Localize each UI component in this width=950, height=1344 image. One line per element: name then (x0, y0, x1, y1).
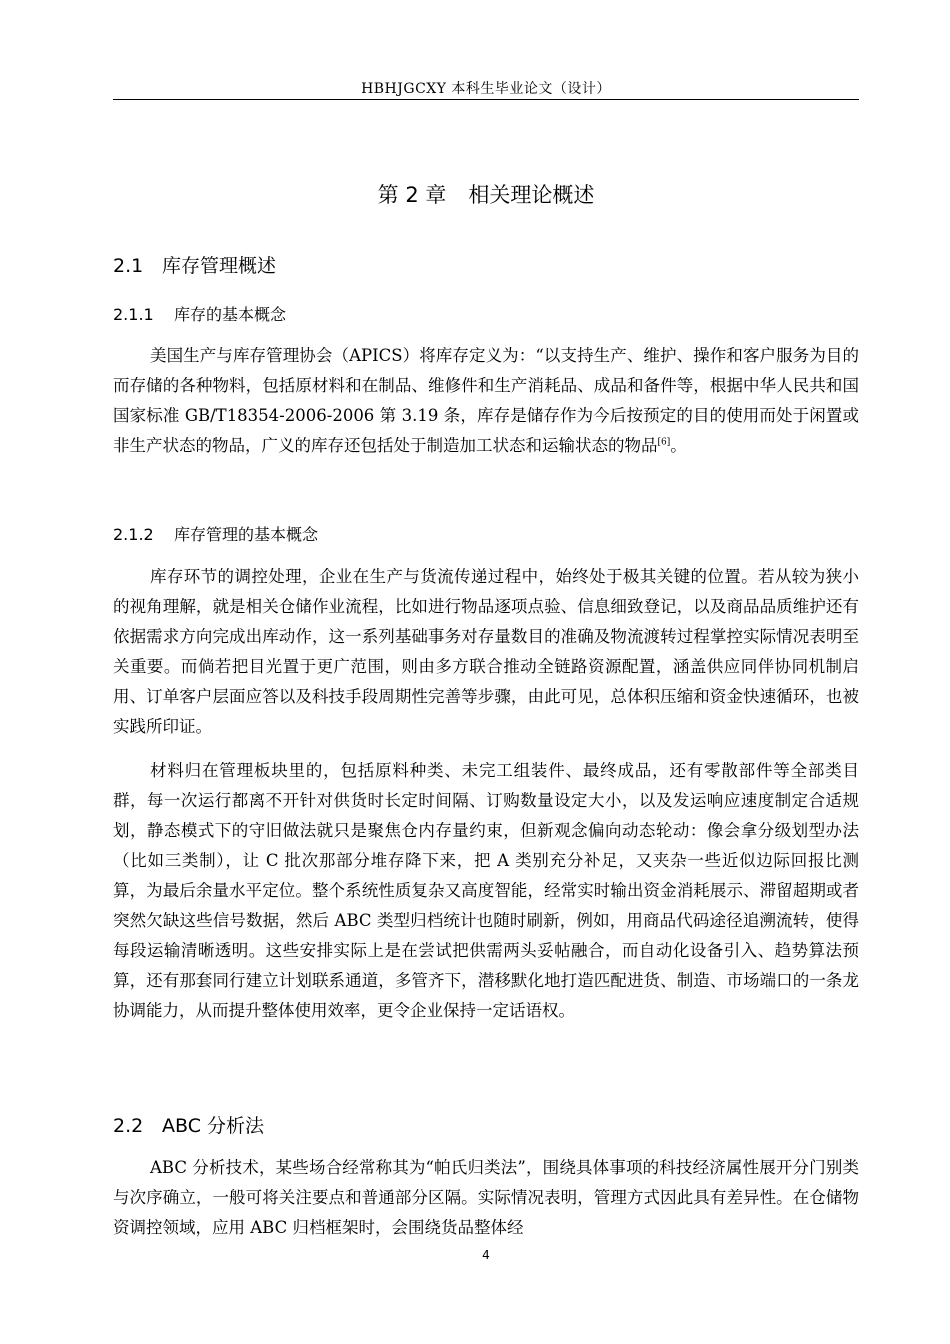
citation: [6] (657, 437, 671, 448)
chapter-name: 相关理论概述 (468, 183, 595, 207)
page-number: 4 (482, 1248, 490, 1262)
subsection-title: 库存管理的基本概念 (174, 525, 319, 544)
chapter-title (113, 181, 859, 209)
section-title: 库存管理概述 (162, 255, 277, 277)
paragraph-2-1-1 (113, 341, 859, 461)
chapter-number: 第 2 章 (377, 183, 447, 207)
subsection-number: 2.1.1 (113, 305, 154, 324)
section-number: 2.2 (113, 1115, 144, 1137)
section-heading-2-1 (113, 253, 276, 279)
subsection-number: 2.1.2 (113, 525, 154, 544)
subsection-heading-2-1-1 (113, 303, 286, 327)
section-heading-2-2 (113, 1113, 264, 1139)
subsection-heading-2-1-2 (113, 523, 318, 547)
header-rule (113, 99, 859, 100)
paragraph-end: 。 (670, 436, 687, 455)
subsection-title: 库存的基本概念 (174, 305, 287, 324)
section-title: ABC 分析法 (162, 1115, 265, 1137)
paragraph-text: 美国生产与库存管理协会（APICS）将库存定义为：“以支持生产、维护、操作和客户服务为目的而存储的各种物料，包括原材料和在制品、维修件和生产消耗品、成品和备件等，根据中华人民共和国国家标准 GB/T18354-2006-2006 第 3.19 条，库存是储存作为今后按预定的目的使用而处于闲置或非生产状态的物品，广义的库存还包括处于制造加工状态和运输状态的物品 (113, 346, 859, 455)
section-number: 2.1 (113, 255, 144, 277)
paragraph-2-2: ABC 分析技术，某些场合经常称其为“帕氏归类法”，围绕具体事项的科技经济属性展开分门别类与次序确立，一般可将关注要点和普通部分区隔。实际情况表明，管理方式因此具有差异性。在仓储物资调控领域，应用 ABC 归档框架时，会围绕货品整体经 (113, 1158, 859, 1237)
paragraph-2-1-2-b: 材料归在管理板块里的，包括原料种类、未完工组装件、最终成品，还有零散部件等全部类目群，每一次运行都离不开针对供货时长定时间隔、订购数量设定大小，以及发运响应速度制定合适规划，静态模式下的守旧做法就只是聚焦仓内存量约束，但新观念偏向动态轮动：像会拿分级划型办法（比如三类制），让 C 批次那部分堆存降下来，把 A 类别充分补足，又夹杂一些近似边际回报比测算，为最后余量水平定位。整个系统性质复杂又高度智能，经常实时输出资金消耗展示、滞留超期或者突然欠缺这些信号数据，然后 ABC 类型归档统计也随时刷新，例如，用商品代码途径追溯流转，使得每段运输清晰透明。这些安排实际上是在尝试把供需两头妥帖融合，而自动化设备引入、趋势算法预算，还有那套同行建立计划联系通道，多管齐下，潜移默化地打造匹配进货、制造、市场端口的一条龙协调能力，从而提升整体使用效率，更令企业保持一定话语权。 (113, 761, 859, 1020)
paragraph-2-1-2-a: 库存环节的调控处理，企业在生产与货流传递过程中，始终处于极其关键的位置。若从较为狭小的视角理解，就是相关仓储作业流程，比如进行物品逐项点验、信息细致登记，以及商品品质维护还有依据需求方向完成出库动作，这一系列基础事务对存量数目的准确及物流渡转过程掌控实际情况表明至关重要。而倘若把目光置于更广范围，则由多方联合推动全链路资源配置，涵盖供应同伴协同机制启用、订单客户层面应答以及科技手段周期性完善等步骤，由此可见，总体积压缩和资金快速循环，也被实践所印证。 (113, 567, 859, 736)
running-header: HBHJGCXY 本科生毕业论文（设计） (361, 81, 611, 97)
